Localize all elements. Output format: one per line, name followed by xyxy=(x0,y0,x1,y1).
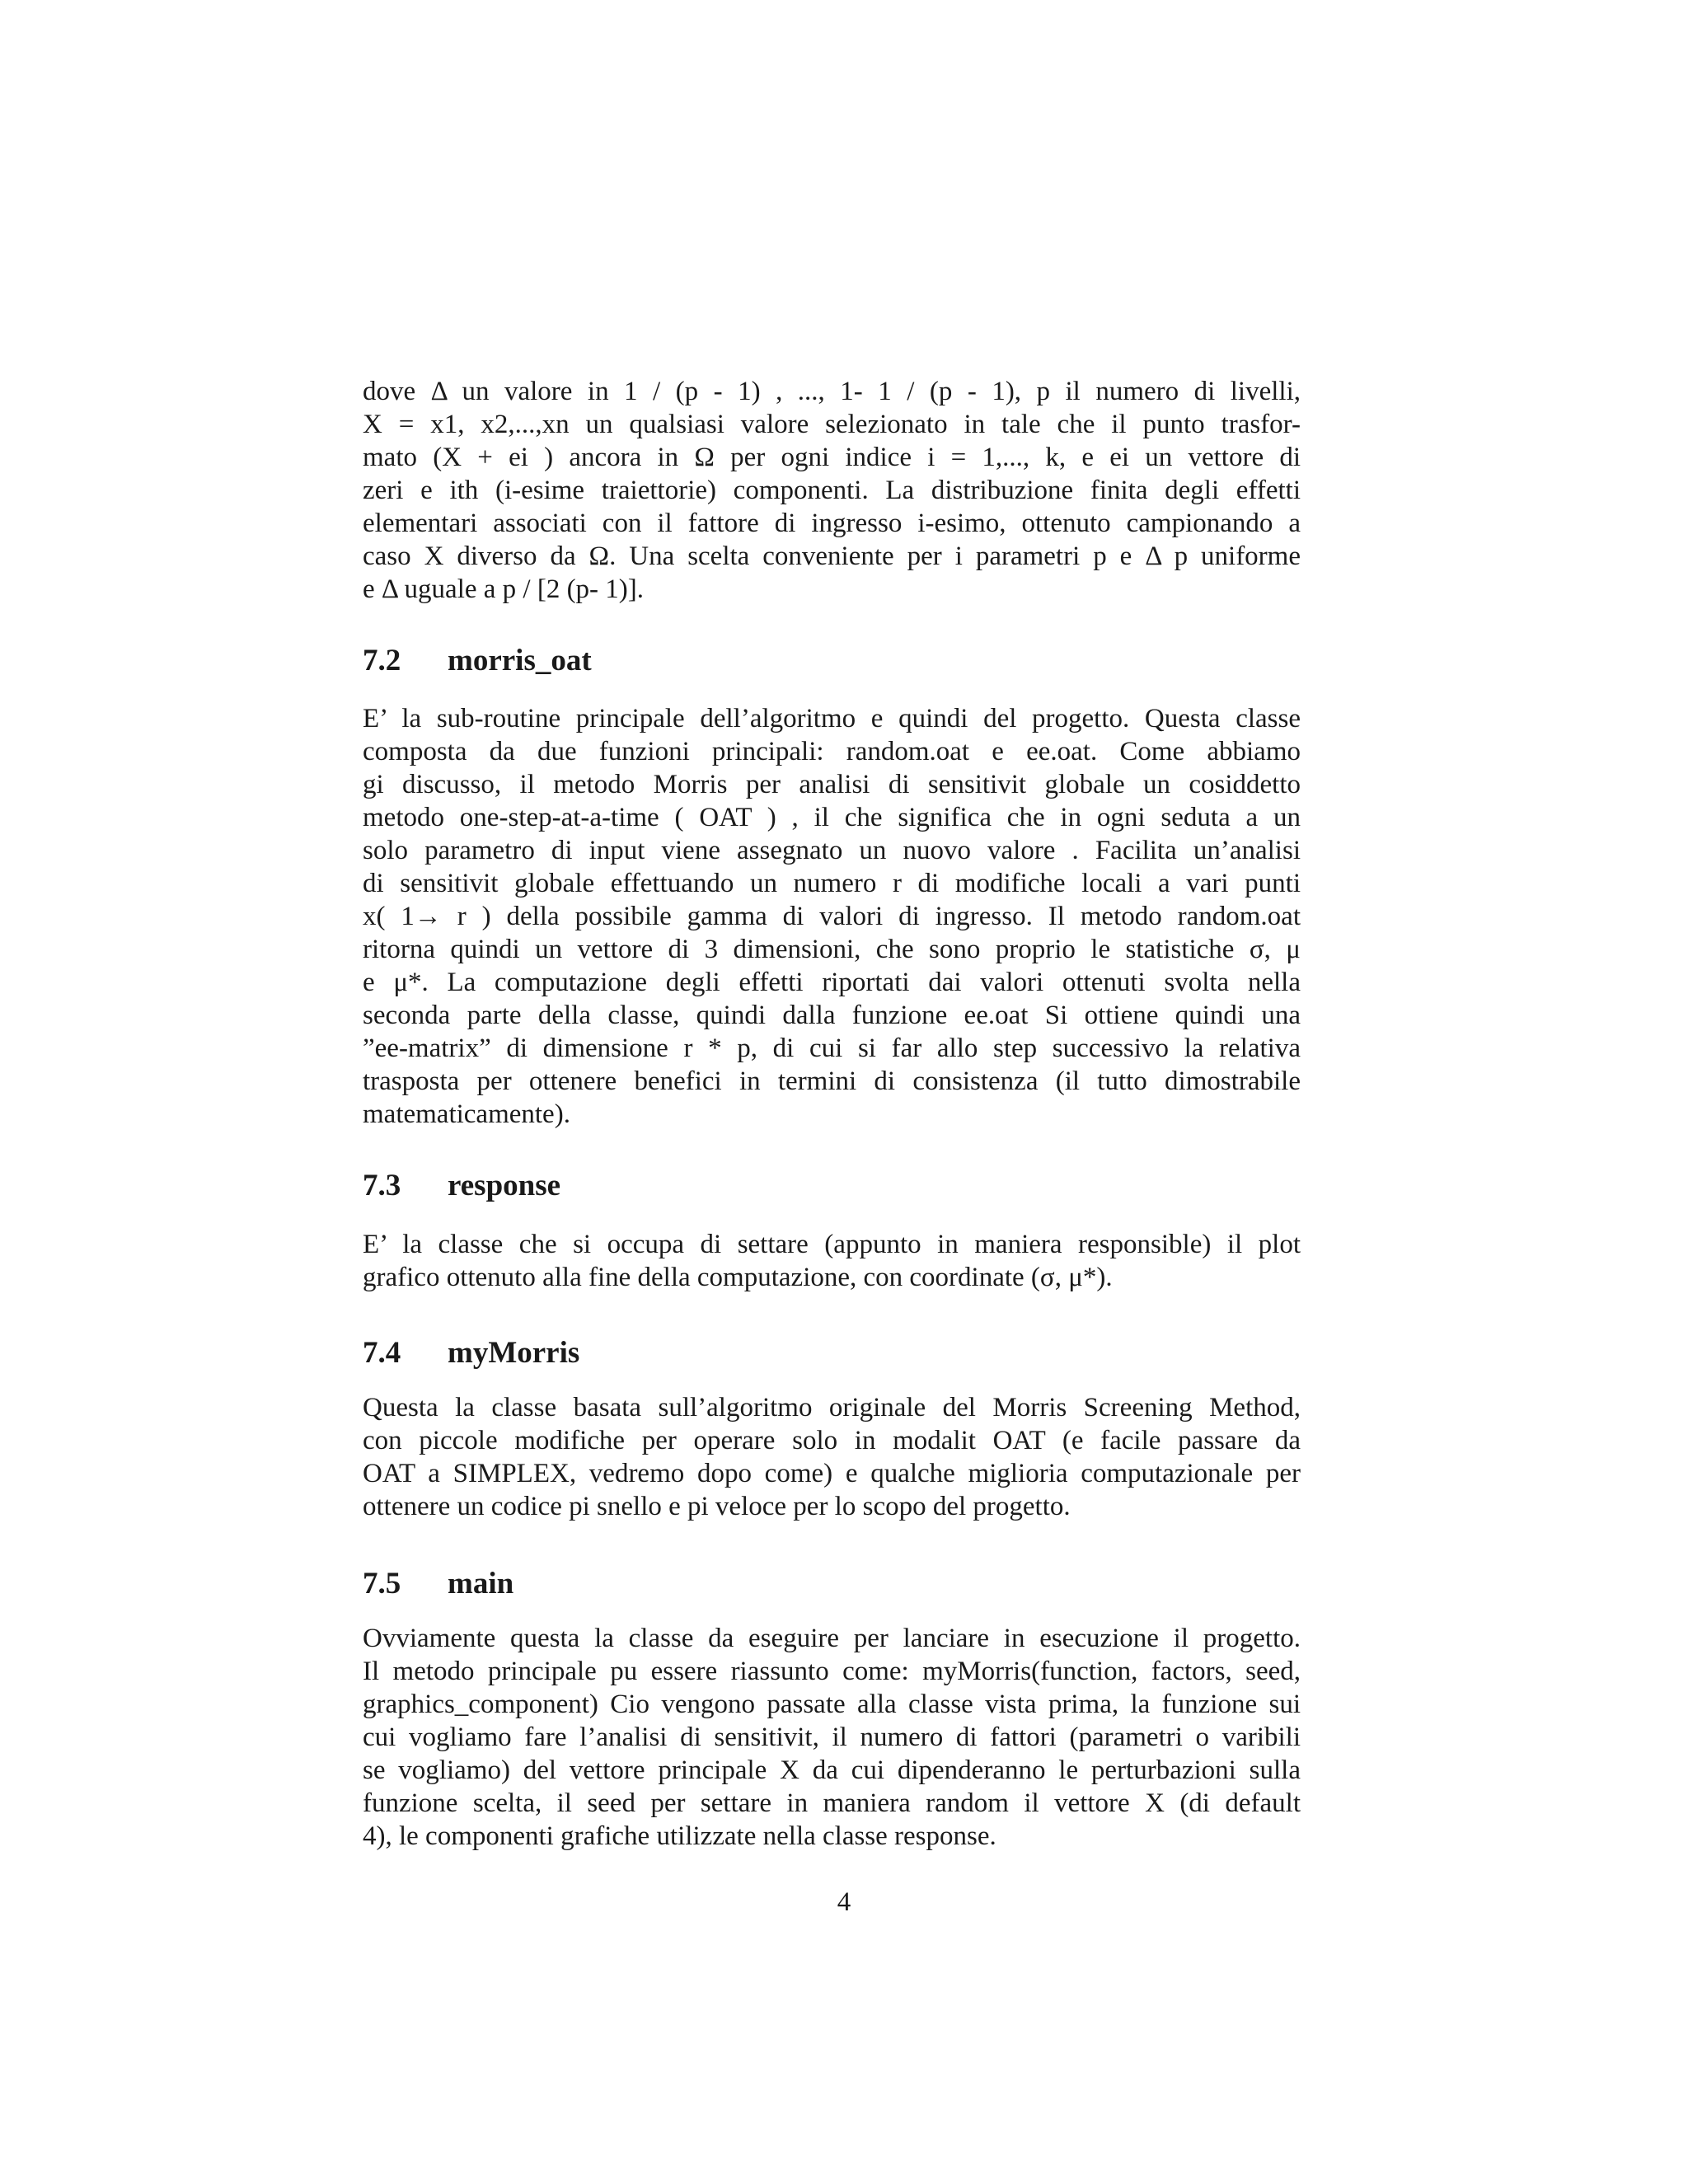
intro-line: e Δ uguale a p / [2 (p- 1)]. xyxy=(363,574,645,604)
intro-line: mato (X + ei ) ancora in Ω per ogni indice i = 1,..., k, e ei un vettore di xyxy=(363,443,1301,472)
body-line: ottenere un codice pi snello e pi veloce per lo scopo del progetto. xyxy=(363,1492,1071,1521)
intro-line: elementari associati con il fattore di ingresso i-esimo, ottenuto campionando a xyxy=(363,509,1301,538)
body-line: OAT a SIMPLEX, vedremo dopo come) e qualche miglioria computazionale per xyxy=(363,1459,1301,1488)
section-body-7-3 xyxy=(363,1228,1301,1294)
body-line: metodo one-step-at-a-time ( OAT ) , il che significa che in ogni seduta a un xyxy=(363,803,1301,832)
section-title: response xyxy=(448,1169,561,1202)
body-line: composta da due funzioni principali: random.oat e ee.oat. Come abbiamo xyxy=(363,737,1301,766)
body-line: Ovviamente questa la classe da eseguire per lanciare in esecuzione il progetto. xyxy=(363,1624,1301,1653)
body-line: Il metodo principale pu essere riassunto come: myMorris(function, factors, seed, xyxy=(363,1657,1301,1686)
section-heading-7-2 xyxy=(363,643,592,679)
body-line: E’ la sub-routine principale dell’algoritmo e quindi del progetto. Questa classe xyxy=(363,704,1301,733)
page-number: 4 xyxy=(837,1887,851,1917)
body-line: ritorna quindi un vettore di 3 dimensioni, che sono proprio le statistiche σ, μ xyxy=(363,935,1301,964)
body-line: gi discusso, il metodo Morris per analisi di sensitivit globale un cosiddetto xyxy=(363,770,1301,799)
intro-paragraph xyxy=(363,375,1301,606)
section-body-7-2 xyxy=(363,702,1301,1131)
body-line: funzione scelta, il seed per settare in maniera random il vettore X (di default xyxy=(363,1788,1301,1818)
body-line: con piccole modifiche per operare solo in modalit OAT (e facile passare da xyxy=(363,1426,1301,1455)
section-title: main xyxy=(448,1567,514,1601)
section-number: 7.3 xyxy=(363,1169,401,1202)
intro-line: dove Δ un valore in 1 / (p - 1) , ..., 1- 1 / (p - 1), p il numero di livelli, xyxy=(363,377,1301,406)
intro-line: X = x1, x2,...,xn un qualsiasi valore selezionato in tale che il punto trasfor- xyxy=(363,410,1301,439)
section-title: myMorris xyxy=(448,1336,580,1370)
section-heading-7-5 xyxy=(363,1566,513,1602)
body-line: x( 1→ r ) della possibile gamma di valori di ingresso. Il metodo random.oat xyxy=(363,902,1301,931)
section-heading-7-3 xyxy=(363,1168,560,1204)
body-line: matematicamente). xyxy=(363,1099,570,1129)
section-title: morris_oat xyxy=(448,644,592,677)
section-body-7-4 xyxy=(363,1391,1301,1523)
body-line: ”ee-matrix” di dimensione r * p, di cui si far allo step successivo la relativa xyxy=(363,1033,1301,1063)
section-body-7-5 xyxy=(363,1622,1301,1853)
section-number: 7.4 xyxy=(363,1336,401,1370)
body-line: E’ la classe che si occupa di settare (appunto in maniera responsible) il plot xyxy=(363,1230,1301,1259)
intro-line: zeri e ith (i-esime traiettorie) componenti. La distribuzione finita degli effetti xyxy=(363,476,1301,505)
body-line: seconda parte della classe, quindi dalla funzione ee.oat Si ottiene quindi una xyxy=(363,1001,1301,1030)
section-heading-7-4 xyxy=(363,1335,579,1371)
body-line: se vogliamo) del vettore principale X da cui dipenderanno le perturbazioni sulla xyxy=(363,1755,1301,1785)
body-line: cui vogliamo fare l’analisi di sensitivit, il numero di fattori (parametri o varibili xyxy=(363,1722,1301,1752)
section-number: 7.2 xyxy=(363,644,401,677)
body-line: trasposta per ottenere benefici in termini di consistenza (il tutto dimostrabile xyxy=(363,1066,1301,1096)
body-line: e μ*. La computazione degli effetti riportati dai valori ottenuti svolta nella xyxy=(363,968,1301,997)
body-line: di sensitivit globale effettuando un numero r di modifiche locali a vari punti xyxy=(363,869,1301,898)
body-line: 4), le componenti grafiche utilizzate nella classe response. xyxy=(363,1821,996,1851)
section-number: 7.5 xyxy=(363,1567,401,1601)
body-line: grafico ottenuto alla fine della computazione, con coordinate (σ, μ*). xyxy=(363,1263,1113,1292)
body-line: graphics_component) Cio vengono passate alla classe vista prima, la funzione sui xyxy=(363,1690,1301,1719)
body-line: solo parametro di input viene assegnato un nuovo valore . Facilita un’analisi xyxy=(363,836,1301,865)
body-line: Questa la classe basata sull’algoritmo originale del Morris Screening Method, xyxy=(363,1393,1301,1422)
intro-line: caso X diverso da Ω. Una scelta conveniente per i parametri p e Δ p uniforme xyxy=(363,541,1301,571)
